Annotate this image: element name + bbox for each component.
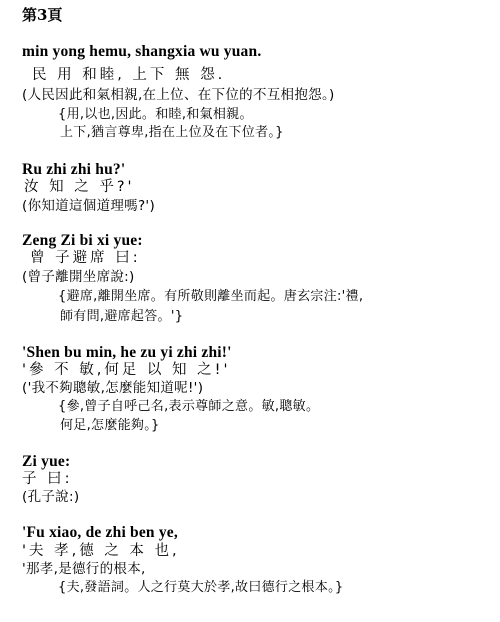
page-header: 第3頁 — [22, 6, 63, 24]
pinyin-line: Zeng Zi bi xi yue: — [22, 232, 143, 249]
chinese-line: 曾 子避席 曰: — [30, 250, 141, 266]
translation-line: ('我不夠聰敏,怎麼能知道呢!') — [22, 380, 204, 396]
chinese-line: '夫 孝,德 之 本 也, — [22, 543, 180, 559]
note-line: 師有問,避席起答。'} — [60, 309, 184, 324]
pinyin-line: 'Shen bu min, he zu yi zhi zhi!' — [22, 344, 232, 361]
chinese-line: 民 用 和睦, 上下 無 怨. — [32, 67, 226, 83]
pinyin-line: min yong hemu, shangxia wu yuan. — [22, 43, 262, 60]
note-line: {夫,發語詞。人之行莫大於孝,故曰德行之根本。} — [58, 580, 344, 595]
note-line: {用,以也,因此。和睦,和氣相親。 — [58, 107, 253, 122]
pinyin-line: Zi yue: — [22, 453, 71, 470]
note-line: {避席,離開坐席。有所敬則離坐而起。唐玄宗注:'禮, — [58, 289, 364, 304]
translation-line: (你知道這個道理嗎?') — [22, 198, 156, 214]
pinyin-line: Ru zhi zhi hu?' — [22, 161, 126, 178]
chinese-line: 汝 知 之 乎?' — [24, 179, 135, 195]
chinese-line: '參 不 敏,何足 以 知 之!' — [22, 362, 231, 378]
translation-line: (孔子說:) — [22, 489, 80, 505]
translation-line: (人民因此和氣相親,在上位、在下位的不互相抱怨。) — [22, 87, 335, 103]
pinyin-line: 'Fu xiao, de zhi ben ye, — [22, 524, 178, 541]
translation-line: '那孝,是德行的根本, — [22, 561, 146, 577]
note-line: {參,曾子自呼己名,表示尊師之意。敏,聰敏。 — [58, 399, 320, 414]
chinese-line: 子 曰: — [22, 471, 73, 487]
translation-line: (曾子離開坐席說:) — [22, 269, 135, 285]
note-line: 何足,怎麼能夠。} — [60, 418, 160, 433]
note-line: 上下,猶言尊卑,指在上位及在下位者。} — [60, 125, 284, 140]
